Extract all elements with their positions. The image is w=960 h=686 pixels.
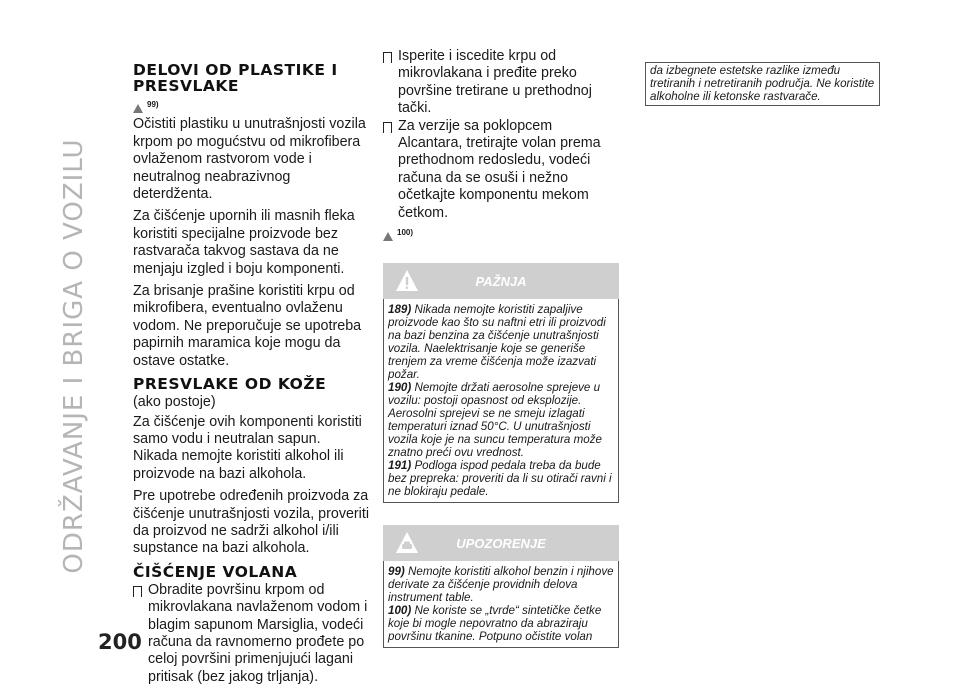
list-item bbox=[383, 118, 619, 222]
column-1 bbox=[133, 62, 369, 686]
paragraph: Za brisanje prašine koristiti krpu od mikrofibera, eventualno ovlaženu vodom. Ne preporučuje se upotreba papirnih maramica koje mogu da ostave ostatke. bbox=[133, 283, 362, 369]
paragraph: Za čišćenje ovih komponenti koristiti samo vodu i neutralan sapun. Nikada nemojte koristiti alkohol ili proizvode na bazi alkohola. bbox=[133, 413, 362, 482]
caution-text: Nemojte koristiti alkohol benzin i njihove derivate za čišćenje providnih delova instrument table. bbox=[388, 565, 614, 605]
warning-number: 189) bbox=[388, 303, 412, 317]
list-item-text: Za verzije sa poklopcem Alcantara, tretirajte volan prema prethodnom redosledu, vodeći računa da se osuši i nežno očetkajte komponentu mekom četkom. bbox=[398, 117, 601, 221]
caution-continuation: da izbegnete estetske razlike između tretiranih i netretiranih područja. Ne koristite alkoholne ili ketonske rastvarače. bbox=[645, 62, 880, 106]
warning-item bbox=[388, 381, 615, 459]
list-item bbox=[133, 582, 369, 686]
caution-ref-number: 99) bbox=[147, 100, 159, 109]
paragraph: Za čišćenje upornih ili masnih fleka koristiti specijalne proizvode bez rastvarača takvog sastava da ne menjaju izgled i boju komponenti. bbox=[133, 208, 355, 277]
caution-number: 100) bbox=[388, 604, 412, 618]
paragraph: Očistiti plastiku u unutrašnjosti vozila krpom po mogućstvu od mikrofibera ovlaženom rastvorom vode i neutralnog neabrazivnog deterdženta. bbox=[133, 116, 366, 203]
bullet-icon bbox=[383, 52, 392, 63]
heading-leather-upholstery: PRESVLAKE OD KOŽE bbox=[133, 375, 327, 394]
heading-steering-wheel-cleaning: ČIŠĆENJE VOLANA bbox=[133, 562, 298, 581]
bullet-icon bbox=[383, 122, 392, 133]
caution-box bbox=[383, 525, 619, 648]
warning-box bbox=[383, 263, 619, 503]
caution-item bbox=[388, 565, 615, 604]
bullet-icon bbox=[133, 586, 142, 597]
caution-title: UPOZORENJE bbox=[456, 535, 546, 551]
list-item-text: Isperite i iscedite krpu od mikrovlakana i pređite preko površine tretirane u prethodnoj tački. bbox=[398, 48, 592, 117]
paragraph: Pre upotrebe određenih proizvoda za čišćenje unutrašnjosti vozila, proveriti da proizvod ne sadrži alkohol i/ili supstance na bazi alkohola. bbox=[133, 488, 370, 557]
column-3 bbox=[645, 62, 880, 106]
warning-text: Nikada nemojte koristiti zapaljive proizvode kao što su naftni etri ili proizvodi na bazi benzina za čišćenje unutrašnjosti vozila. Naelektrisanje koje se generiše trenjem za vreme čišćenja može izazvati požar. bbox=[388, 303, 606, 382]
paragraph: (ako postoje) bbox=[133, 394, 216, 411]
page-number: 200 bbox=[98, 630, 142, 654]
caution-header bbox=[383, 525, 619, 561]
warning-header bbox=[383, 263, 619, 299]
heading-plastic-upholstery: DELOVI OD PLASTIKE I PRESVLAKE bbox=[133, 61, 338, 95]
warning-text: Podloga ispod pedala treba da bude bez prepreka: proveriti da li su otirači ravni i ne blokiraju pedale. bbox=[388, 459, 612, 499]
caution-triangle-icon bbox=[383, 232, 393, 241]
list-item-text: Obradite površinu krpom od mikrovlakana navlaženom vodom i blagim sapunom Marsiglia, vodeći računa da ravnomerno prođete po celoj površini primenjujući lagani pritisak (bez jakog trljanja). bbox=[148, 581, 368, 685]
caution-ref-number: 100) bbox=[397, 228, 414, 238]
warning-exclamation-icon bbox=[395, 269, 419, 293]
warning-number: 190) bbox=[388, 381, 412, 395]
warning-number: 191) bbox=[388, 459, 412, 473]
chapter-side-title: ODRŽAVANJE I BRIGA O VOZILU bbox=[59, 138, 89, 574]
warning-item bbox=[388, 459, 615, 498]
caution-reference bbox=[133, 96, 369, 113]
warning-title: PAŽNJA bbox=[475, 273, 527, 289]
caution-number: 99) bbox=[388, 565, 405, 579]
warning-text: Nemojte držati aerosolne spreјeve u vozilu: postoji opasnost od eksplozije. Aerosolni sprejevi se ne smeju izlagati temperaturi iznad 50°C. U unutrašnjosti vozila koje je na suncu temperatura može znatno preći ovu vrednost. bbox=[388, 381, 602, 460]
caution-content bbox=[383, 561, 619, 648]
caution-triangle-icon bbox=[133, 104, 143, 113]
warning-item bbox=[388, 303, 615, 381]
list-item bbox=[383, 48, 619, 118]
warning-content bbox=[383, 299, 619, 503]
column-2 bbox=[383, 48, 619, 648]
car-caution-icon bbox=[395, 531, 419, 555]
caution-reference bbox=[383, 224, 619, 241]
caution-item bbox=[388, 604, 615, 643]
caution-text: Ne koriste se „tvrde“ sintetičke četke koje bi mogle nepovratno da abraziraju površinu tkanine. Potpuno očistite volan bbox=[388, 604, 602, 644]
